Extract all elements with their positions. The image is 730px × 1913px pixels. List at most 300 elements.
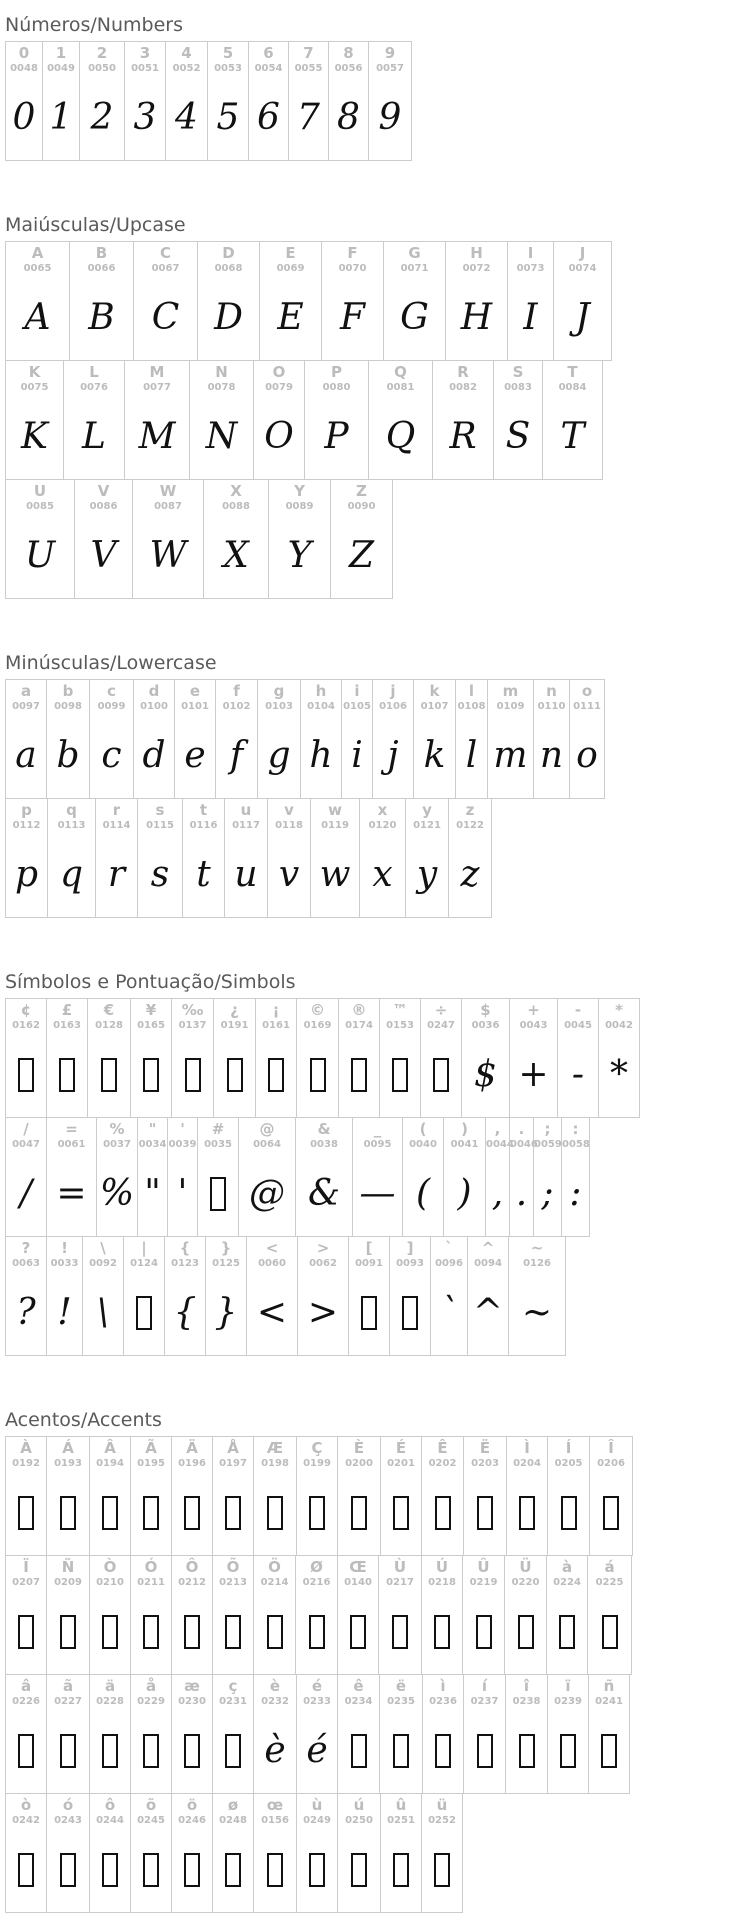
character-label: *: [615, 1001, 623, 1019]
character-label: 4: [181, 44, 192, 62]
char-code-label: 0212: [178, 1577, 206, 1588]
missing-glyph-box-icon: [184, 1853, 200, 1887]
char-code-label: 0126: [523, 1258, 551, 1269]
glyph-sample: C: [151, 297, 180, 338]
char-code-label: 0071: [400, 263, 429, 274]
glyph-sample: $: [474, 1054, 497, 1095]
character-label: õ: [145, 1796, 157, 1814]
glyph-sample: u: [234, 854, 258, 895]
char-code-label: 0069: [276, 263, 305, 274]
glyph-sample: [47, 1721, 89, 1781]
glyph-cell: [298, 1237, 349, 1356]
glyph-sample: ;: [541, 1173, 554, 1214]
missing-glyph-box-icon: [18, 1734, 34, 1768]
character-label: ¡: [272, 1001, 280, 1019]
char-code-label: 0066: [87, 263, 116, 274]
char-code-label: 0162: [12, 1020, 40, 1031]
glyph-sample: [422, 1483, 463, 1543]
glyph-cell: [47, 1118, 97, 1237]
glyph-cell: [247, 1237, 298, 1356]
glyph-grid-row: [5, 1436, 633, 1556]
char-code-label: 0140: [344, 1577, 372, 1588]
character-label: Õ: [226, 1558, 240, 1576]
glyph-sample: ?: [16, 1292, 36, 1333]
char-code-label: 0048: [10, 63, 38, 74]
glyph-cell: [353, 1118, 403, 1237]
glyph-cell: [297, 1437, 338, 1556]
glyph-cell: [80, 42, 125, 161]
missing-glyph-box-icon: [210, 1177, 226, 1211]
character-label: Œ: [349, 1558, 367, 1576]
character-label: Z: [356, 482, 367, 500]
character-label: R: [457, 363, 469, 381]
character-label: h: [315, 682, 327, 700]
glyph-cell: [183, 799, 225, 918]
char-code-label: 0076: [80, 382, 108, 393]
char-code-label: 0043: [519, 1020, 548, 1031]
glyph-cell: [297, 1675, 338, 1794]
char-code-label: 0100: [140, 701, 168, 712]
char-code-label: 0101: [181, 701, 209, 712]
glyph-sample: ": [144, 1173, 161, 1214]
char-code-label: 0035: [204, 1139, 232, 1150]
character-label: ]: [406, 1239, 414, 1257]
missing-glyph-box-icon: [102, 1853, 118, 1887]
glyph-sample: H: [460, 297, 493, 338]
character-label: ç: [228, 1677, 238, 1695]
missing-glyph-box-icon: [601, 1734, 617, 1768]
glyph-sample: [90, 1602, 130, 1662]
glyph-grid-row: [5, 479, 393, 599]
character-label: Ù: [393, 1558, 407, 1576]
glyph-cell: [456, 680, 488, 799]
missing-glyph-box-icon: [185, 1058, 201, 1092]
char-code-label: 0194: [96, 1458, 124, 1469]
character-label: ;: [544, 1120, 551, 1138]
missing-glyph-box-icon: [184, 1734, 200, 1768]
character-label: F: [347, 244, 358, 262]
glyph-cell: [369, 361, 433, 480]
glyph-sample: 4: [175, 97, 198, 138]
glyph-cell: [213, 1794, 254, 1913]
glyph-cell: [349, 1237, 390, 1356]
glyph-sample: <: [256, 1292, 288, 1333]
glyph-sample: [256, 1045, 296, 1105]
glyph-sample: ~: [521, 1292, 553, 1333]
character-label: p: [21, 801, 32, 819]
glyph-cell: [88, 999, 131, 1118]
glyph-sample: [213, 1721, 253, 1781]
character-label: ã: [62, 1677, 74, 1695]
glyph-sample: [88, 1045, 130, 1105]
char-code-label: 0243: [54, 1815, 82, 1826]
glyph-sample: [381, 1840, 421, 1900]
glyph-cell: [133, 480, 204, 599]
glyph-cell: [384, 242, 446, 361]
glyph-sample: [47, 1483, 89, 1543]
character-label: Q: [394, 363, 407, 381]
char-code-label: 0092: [89, 1258, 117, 1269]
glyph-sample: [349, 1283, 389, 1343]
char-code-label: 0058: [562, 1139, 590, 1150]
glyph-cell: [562, 1118, 590, 1237]
section-title-lowercase: Minúsculas/Lowercase: [5, 651, 217, 674]
character-label: ©: [310, 1001, 325, 1019]
glyph-cell: [414, 680, 456, 799]
character-label: N: [215, 363, 228, 381]
character-label: s: [155, 801, 165, 819]
character-label: {: [179, 1239, 191, 1257]
glyph-sample: [548, 1721, 588, 1781]
glyph-cell: [534, 680, 570, 799]
missing-glyph-box-icon: [393, 1853, 409, 1887]
character-label: á: [604, 1558, 615, 1576]
char-code-label: 0232: [261, 1696, 289, 1707]
glyph-grid-row: [5, 998, 640, 1118]
glyph-sample: j: [387, 735, 399, 776]
char-code-label: 0201: [387, 1458, 415, 1469]
character-label: ñ: [603, 1677, 615, 1695]
char-code-label: 0042: [605, 1020, 633, 1031]
section-title-accents: Acentos/Accents: [5, 1408, 162, 1431]
char-code-label: 0200: [345, 1458, 373, 1469]
glyph-sample: [198, 1164, 238, 1224]
glyph-sample: [339, 1045, 379, 1105]
glyph-cell: [296, 1118, 353, 1237]
glyph-sample: @: [249, 1173, 285, 1214]
glyph-cell: [6, 1237, 47, 1356]
char-code-label: 0113: [57, 820, 86, 831]
character-label: %: [109, 1120, 125, 1138]
glyph-sample: [213, 1602, 253, 1662]
glyph-sample: (: [415, 1173, 431, 1214]
glyph-sample: [47, 1602, 89, 1662]
character-label: ò: [20, 1796, 32, 1814]
char-code-label: 0102: [222, 701, 251, 712]
char-code-label: 0033: [50, 1258, 79, 1269]
glyph-sample: X: [223, 535, 249, 576]
glyph-sample: [213, 1483, 253, 1543]
glyph-cell: [423, 1675, 464, 1794]
character-label: H: [470, 244, 483, 262]
glyph-sample: ): [457, 1173, 472, 1214]
glyph-cell: [254, 1675, 297, 1794]
glyph-sample: v: [278, 854, 300, 895]
character-label: 3: [139, 44, 151, 62]
character-label: I: [527, 244, 534, 262]
char-code-label: 0074: [568, 263, 597, 274]
character-label: ™: [392, 1001, 408, 1019]
glyph-cell: [83, 1237, 124, 1356]
glyph-sample: [338, 1721, 379, 1781]
char-code-label: 0217: [386, 1577, 414, 1588]
glyph-sample: 9: [378, 97, 402, 138]
character-label: ‰: [181, 1001, 204, 1019]
character-label: 8: [343, 44, 354, 62]
glyph-cell: [131, 1437, 172, 1556]
glyph-sample: V: [90, 535, 117, 576]
character-label: 9: [384, 44, 396, 62]
character-label: i: [354, 682, 360, 700]
char-code-label: 0099: [97, 701, 126, 712]
glyph-sample: [547, 1602, 587, 1662]
glyph-cell: [297, 1794, 338, 1913]
glyph-cell: [6, 1675, 47, 1794]
glyph-sample: c: [101, 735, 122, 776]
char-code-label: 0210: [96, 1577, 124, 1588]
character-label: !: [61, 1239, 68, 1257]
character-label: d: [148, 682, 160, 700]
char-code-label: 0086: [89, 501, 118, 512]
char-code-label: 0119: [321, 820, 349, 831]
glyph-sample: 7: [297, 97, 320, 138]
glyph-cell: [444, 1118, 486, 1237]
char-code-label: 0192: [12, 1458, 40, 1469]
glyph-sample: [297, 1840, 337, 1900]
glyph-sample: R: [449, 416, 477, 457]
glyph-cell: [125, 361, 190, 480]
missing-glyph-box-icon: [18, 1615, 34, 1649]
char-code-label: 0083: [504, 382, 532, 393]
char-code-label: 0245: [137, 1815, 165, 1826]
missing-glyph-box-icon: [267, 1853, 283, 1887]
character-label: ¢: [20, 1001, 32, 1019]
char-code-label: 0121: [413, 820, 441, 831]
character-label: Ñ: [61, 1558, 75, 1576]
char-code-label: 0198: [261, 1458, 289, 1469]
glyph-cell: [380, 999, 421, 1118]
character-label: Î: [608, 1439, 614, 1457]
character-label: Ò: [103, 1558, 117, 1576]
character-label: ë: [395, 1677, 407, 1695]
char-code-label: 0229: [137, 1696, 165, 1707]
char-code-label: 0239: [554, 1696, 582, 1707]
character-label: Ã: [145, 1439, 157, 1457]
glyph-cell: [338, 1437, 381, 1556]
char-code-label: 0060: [258, 1258, 286, 1269]
character-label: ï: [565, 1677, 571, 1695]
glyph-sample: Z: [348, 535, 374, 576]
char-code-label: 0197: [219, 1458, 247, 1469]
glyph-cell: [547, 1556, 588, 1675]
character-label: ö: [186, 1796, 198, 1814]
character-label: U: [33, 482, 47, 500]
char-code-label: 0045: [564, 1020, 592, 1031]
glyph-sample: [338, 1602, 378, 1662]
character-label: w: [328, 801, 342, 819]
char-code-label: 0091: [355, 1258, 383, 1269]
character-label: <: [265, 1239, 279, 1257]
glyph-cell: [339, 999, 380, 1118]
char-code-label: 0064: [253, 1139, 281, 1150]
glyph-sample: Q: [385, 416, 416, 457]
char-code-label: 0246: [178, 1815, 206, 1826]
character-label: â: [20, 1677, 32, 1695]
glyph-cell: [548, 1437, 590, 1556]
section-title-symbols: Símbolos e Pontuação/Simbols: [5, 970, 296, 993]
character-label: Ë: [479, 1439, 491, 1457]
character-label: ¥: [145, 1001, 157, 1019]
glyph-sample: ^: [472, 1292, 504, 1333]
char-code-label: 0098: [54, 701, 82, 712]
character-label: f: [233, 682, 240, 700]
character-label: .: [518, 1120, 525, 1138]
character-label: é: [311, 1677, 323, 1695]
glyph-sample: I: [523, 297, 538, 338]
missing-glyph-box-icon: [184, 1496, 200, 1530]
glyph-cell: [47, 1556, 90, 1675]
character-label: Û: [477, 1558, 490, 1576]
glyph-sample: [6, 1483, 46, 1543]
glyph-sample: T: [560, 416, 585, 457]
char-code-label: 0070: [338, 263, 367, 274]
character-label: j: [390, 682, 396, 700]
glyph-sample: d: [142, 735, 166, 776]
glyph-sample: [381, 1483, 421, 1543]
missing-glyph-box-icon: [227, 1058, 243, 1092]
glyph-cell: [172, 1675, 213, 1794]
char-code-label: 0242: [12, 1815, 40, 1826]
char-code-label: 0228: [96, 1696, 124, 1707]
missing-glyph-box-icon: [60, 1496, 76, 1530]
char-code-label: 0116: [189, 820, 218, 831]
glyph-cell: [213, 1556, 254, 1675]
char-code-label: 0068: [214, 263, 243, 274]
missing-glyph-box-icon: [435, 1496, 451, 1530]
character-label: b: [62, 682, 74, 700]
missing-glyph-box-icon: [393, 1734, 409, 1768]
glyph-sample: ,: [491, 1173, 504, 1214]
glyph-cell: [488, 680, 534, 799]
missing-glyph-box-icon: [143, 1496, 159, 1530]
char-code-label: 0094: [474, 1258, 502, 1269]
missing-glyph-box-icon: [136, 1296, 152, 1330]
glyph-sample: %: [99, 1173, 135, 1214]
char-code-label: 0103: [265, 701, 293, 712]
glyph-sample: w: [319, 854, 351, 895]
character-label: G: [408, 244, 421, 262]
missing-glyph-box-icon: [59, 1058, 75, 1092]
missing-glyph-box-icon: [602, 1615, 618, 1649]
character-label: _: [373, 1120, 382, 1138]
glyph-sample: J: [575, 297, 590, 338]
glyph-sample: i: [351, 735, 363, 776]
char-code-label: 0120: [368, 820, 397, 831]
character-label: &: [317, 1120, 331, 1138]
glyph-cell: [70, 242, 134, 361]
char-code-label: 0226: [12, 1696, 40, 1707]
character-label: \: [100, 1239, 106, 1257]
char-code-label: 0233: [303, 1696, 331, 1707]
section-title-upcase: Maiúsculas/Upcase: [5, 213, 186, 236]
glyph-sample: *: [610, 1054, 628, 1095]
character-label: W: [159, 482, 177, 500]
char-code-label: 0237: [470, 1696, 499, 1707]
glyph-cell: [165, 1237, 206, 1356]
glyph-sample: [172, 1840, 212, 1900]
glyph-sample: r: [107, 854, 126, 895]
character-label: Ú: [435, 1558, 449, 1576]
char-code-label: 0054: [254, 63, 283, 74]
character-label: M: [149, 363, 165, 381]
glyph-cell: [96, 799, 138, 918]
glyph-cell: [6, 1437, 47, 1556]
glyph-sample: [338, 1483, 380, 1543]
char-code-label: 0078: [207, 382, 236, 393]
glyph-cell: [172, 1794, 213, 1913]
glyph-cell: [494, 361, 543, 480]
char-code-label: 0174: [345, 1020, 373, 1031]
character-label: Ø: [310, 1558, 323, 1576]
char-code-label: 0072: [462, 263, 491, 274]
glyph-sample: [172, 1602, 212, 1662]
character-label: E: [285, 244, 296, 262]
glyph-cell: [131, 1794, 172, 1913]
character-label: É: [395, 1439, 407, 1457]
glyph-cell: [505, 1556, 547, 1675]
char-code-label: 0252: [428, 1815, 456, 1826]
character-label: ó: [62, 1796, 74, 1814]
glyph-cell: [198, 1118, 239, 1237]
glyph-cell: [422, 1556, 463, 1675]
glyph-grid-row: [5, 241, 612, 361]
glyph-sample: b: [56, 735, 80, 776]
glyph-sample: [90, 1840, 130, 1900]
glyph-cell: [508, 242, 554, 361]
glyph-cell: [47, 1794, 90, 1913]
glyph-grid-row: [5, 798, 492, 918]
glyph-cell: [548, 1675, 589, 1794]
character-label: ì: [440, 1677, 446, 1695]
glyph-cell: [6, 1118, 47, 1237]
missing-glyph-box-icon: [18, 1853, 34, 1887]
character-label: O: [272, 363, 286, 381]
char-code-label: 0055: [294, 63, 323, 74]
char-code-label: 0230: [178, 1696, 206, 1707]
char-code-label: 0080: [322, 382, 351, 393]
missing-glyph-box-icon: [351, 1496, 367, 1530]
glyph-grid-row: [5, 360, 603, 480]
char-code-label: 0052: [172, 63, 201, 74]
glyph-cell: [433, 361, 494, 480]
glyph-grid-row: [5, 1555, 632, 1675]
missing-glyph-box-icon: [561, 1496, 577, 1530]
character-label: ô: [104, 1796, 116, 1814]
character-label: Í: [565, 1439, 572, 1457]
glyph-cell: [590, 1437, 633, 1556]
char-code-label: 0046: [510, 1139, 538, 1150]
missing-glyph-box-icon: [351, 1058, 367, 1092]
missing-glyph-box-icon: [60, 1734, 76, 1768]
char-code-label: 0163: [53, 1020, 81, 1031]
glyph-cell: [134, 242, 198, 361]
missing-glyph-box-icon: [310, 1058, 326, 1092]
character-label: +: [527, 1001, 540, 1019]
character-label: g: [273, 682, 285, 700]
glyph-cell: [138, 799, 183, 918]
glyph-cell: [97, 1118, 138, 1237]
missing-glyph-box-icon: [143, 1853, 159, 1887]
glyph-sample: s: [150, 854, 170, 895]
char-code-label: 0041: [450, 1139, 479, 1150]
missing-glyph-box-icon: [102, 1734, 118, 1768]
glyph-sample: h: [309, 735, 333, 776]
glyph-cell: [258, 680, 301, 799]
glyph-cell: [311, 799, 360, 918]
char-code-label: 0153: [386, 1020, 414, 1031]
character-label: :: [572, 1120, 579, 1138]
character-label: B: [95, 244, 108, 262]
